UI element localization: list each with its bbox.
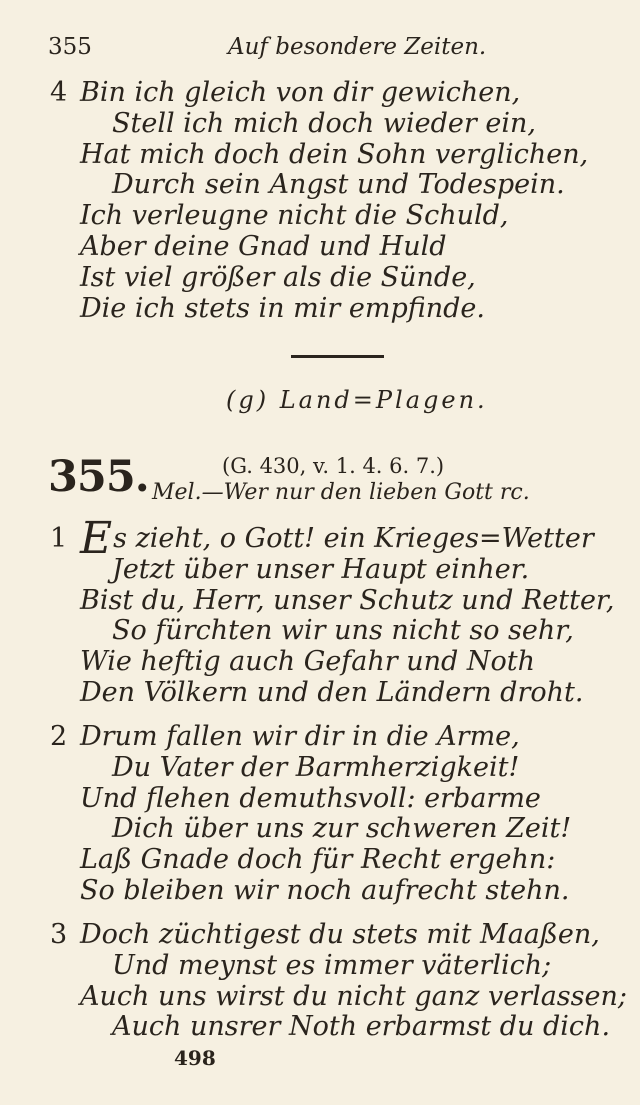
verse-line <box>0 78 640 109</box>
verse-line <box>0 951 640 982</box>
verse-line <box>0 294 640 325</box>
verse-text: Aber deine Gnad und Huld <box>80 230 447 262</box>
verse-text: Stell ich mich doch wieder ein, <box>112 107 536 139</box>
verse-text: Und flehen demuthsvoll: erbarme <box>80 782 541 814</box>
stanza-4 <box>0 78 640 324</box>
verse-line <box>0 1012 640 1043</box>
verse-line <box>0 263 640 294</box>
stanza-number: 2 <box>50 721 68 752</box>
stanza-1 <box>0 513 640 709</box>
verse-text <box>80 513 594 564</box>
hymn-number: 355. <box>48 452 149 502</box>
drop-cap: E <box>80 513 113 564</box>
verse-text: Ich verleugne nicht die Schuld, <box>80 200 509 232</box>
stanza-number: 1 <box>50 523 68 554</box>
verse-text: Laß Gnade doch für Recht ergehn: <box>80 844 556 876</box>
verse-text: Den Völkern und den Ländern droht. <box>80 676 584 708</box>
section-title: (g) Land=Plagen. <box>226 386 488 414</box>
verse-text: Bist du, Herr, unser Schutz und Retter, <box>80 584 615 616</box>
stanza-3 <box>0 920 640 1043</box>
signature-mark: 498 <box>174 1046 216 1070</box>
verse-line <box>0 845 640 876</box>
verse-line <box>0 555 640 586</box>
verse-text: Hat mich doch dein Sohn verglichen, <box>80 138 589 170</box>
verse-line <box>0 201 640 232</box>
verse-text-rest: s zieht, o Gott! ein Krieges=Wetter <box>113 523 594 554</box>
verse-line <box>0 616 640 647</box>
verse-line <box>0 513 640 564</box>
running-head: Auf besondere Zeiten. <box>228 34 487 60</box>
verse-line <box>0 586 640 617</box>
verse-line <box>0 140 640 171</box>
verse-line <box>0 784 640 815</box>
hymn-reference: (G. 430, v. 1. 4. 6. 7.) <box>222 454 445 478</box>
stanza-number: 3 <box>50 919 68 950</box>
verse-text: Dich über uns zur schweren Zeit! <box>112 813 572 845</box>
verse-text: Und meynst es immer väterlich; <box>112 949 552 981</box>
verse-text: Jetzt über unser Haupt einher. <box>112 553 530 585</box>
stanza-number: 4 <box>50 77 68 108</box>
verse-text: So fürchten wir uns nicht so sehr, <box>112 615 574 647</box>
verse-line <box>0 920 640 951</box>
verse-line <box>0 109 640 140</box>
verse-text: Durch sein Angst und Todespein. <box>112 169 565 201</box>
verse-line <box>0 647 640 678</box>
page-number: 355 <box>48 34 92 60</box>
verse-line <box>0 876 640 907</box>
verse-text: Du Vater der Barmherzigkeit! <box>112 751 520 783</box>
verse-line <box>0 232 640 263</box>
verse-text: Die ich stets in mir empfinde. <box>80 292 485 324</box>
verse-line <box>0 814 640 845</box>
verse-text: Drum fallen wir dir in die Arme, <box>80 721 520 752</box>
verse-text: Doch züchtigest du stets mit Maaßen, <box>80 919 600 950</box>
section-divider <box>291 355 384 358</box>
verse-text: Auch uns wirst du nicht ganz verlassen; <box>80 980 627 1012</box>
stanza-2 <box>0 722 640 907</box>
verse-text: Wie heftig auch Gefahr und Noth <box>80 646 536 678</box>
verse-line <box>0 722 640 753</box>
verse-line <box>0 678 640 709</box>
verse-line <box>0 982 640 1013</box>
page-header <box>0 30 640 66</box>
verse-line <box>0 170 640 201</box>
verse-text: Ist viel größer als die Sünde, <box>80 261 476 293</box>
verse-line <box>0 753 640 784</box>
verse-text: Auch unsrer Noth erbarmst du dich. <box>112 1011 611 1043</box>
verse-text: Bin ich gleich von dir gewichen, <box>80 77 521 108</box>
verse-text: So bleiben wir noch aufrecht stehn. <box>80 874 570 906</box>
hymn-melody: Mel.—Wer nur den lieben Gott rc. <box>152 480 530 505</box>
